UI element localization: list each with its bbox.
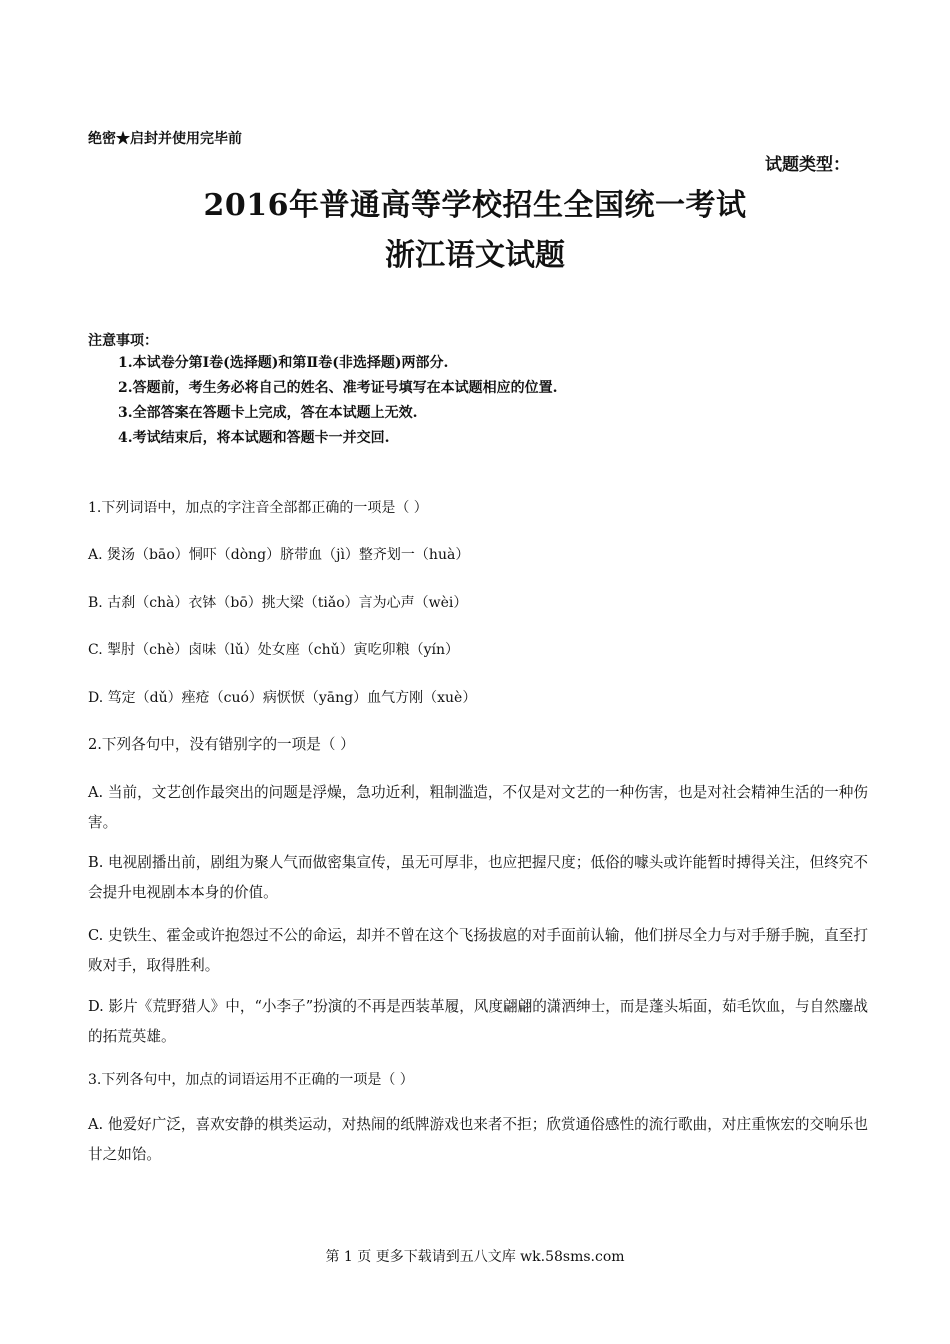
question-2-option-b: B. 电视剧播出前，剧组为聚人气而做密集宣传，虽无可厚非，也应把握尺度；低俗的噱头或许能暂时搏得关注，但终究不会提升电视剧本本身的价值。 <box>88 854 868 901</box>
question-1-option-a: A. 煲汤（bāo）恫吓（dòng）脐带血（jì）整齐划一（huà） <box>88 547 470 563</box>
notice-heading: 注意事项： <box>88 333 158 349</box>
question-type-label: 试题类型： <box>765 155 850 175</box>
confidential-label: 绝密★启封并使用完毕前 <box>88 131 242 147</box>
page-footer: 第 1 页 更多下载请到五八文库 wk.58sms.com <box>325 1249 625 1265</box>
notice-item: 2.答题前，考生务必将自己的姓名、准考证号填写在本试题相应的位置. <box>118 380 558 396</box>
question-1-option-b: B. 古刹（chà）衣钵（bō）挑大梁（tiǎo）言为心声（wèi） <box>88 595 468 611</box>
notice-item: 4.考试结束后，将本试题和答题卡一并交回. <box>118 430 390 446</box>
question-1-option-d: D. 笃定（dǔ）痤疮（cuó）病恹恹（yāng）血气方刚（xuè） <box>88 690 477 706</box>
exam-subtitle: 浙江语文试题 <box>385 238 565 273</box>
question-2-option-d: D. 影片《荒野猎人》中，“小李子”扮演的不再是西装革履，风度翩翩的潇洒绅士，而是蓬头垢面，茹毛饮血，与自然鏖战的拓荒英雄。 <box>88 998 868 1045</box>
question-3-option-a: A. 他爱好广泛，喜欢安静的棋类运动，对热闹的纸牌游戏也来者不拒；欣赏通俗感性的流行歌曲，对庄重恢宏的交响乐也甘之如饴。 <box>88 1116 868 1163</box>
exam-title: 2016年普通高等学校招生全国统一考试 <box>203 188 747 223</box>
question-2-option-a: A. 当前，文艺创作最突出的问题是浮燥，急功近利，粗制滥造，不仅是对文艺的一种伤害，也是对社会精神生活的一种伤害。 <box>88 784 868 831</box>
question-1-option-c: C. 掣肘（chè）卤味（lǔ）处女座（chǔ）寅吃卯粮（yín） <box>88 642 460 658</box>
question-3-stem: 3.下列各句中，加点的词语运用不正确的一项是（ ） <box>88 1072 414 1088</box>
question-2-option-c: C. 史铁生、霍金或许抱怨过不公的命运，却并不曾在这个飞扬拔扈的对手面前认输，他们拼尽全力与对手掰手腕，直至打败对手，取得胜利。 <box>88 927 868 974</box>
notice-item: 1.本试卷分第Ⅰ卷(选择题)和第Ⅱ卷(非选择题)两部分. <box>118 355 449 371</box>
question-1-stem: 1.下列词语中，加点的字注音全部都正确的一项是（ ） <box>88 500 428 516</box>
notice-item: 3.全部答案在答题卡上完成，答在本试题上无效. <box>118 405 418 421</box>
question-2-stem: 2.下列各句中，没有错别字的一项是（ ） <box>88 736 355 753</box>
